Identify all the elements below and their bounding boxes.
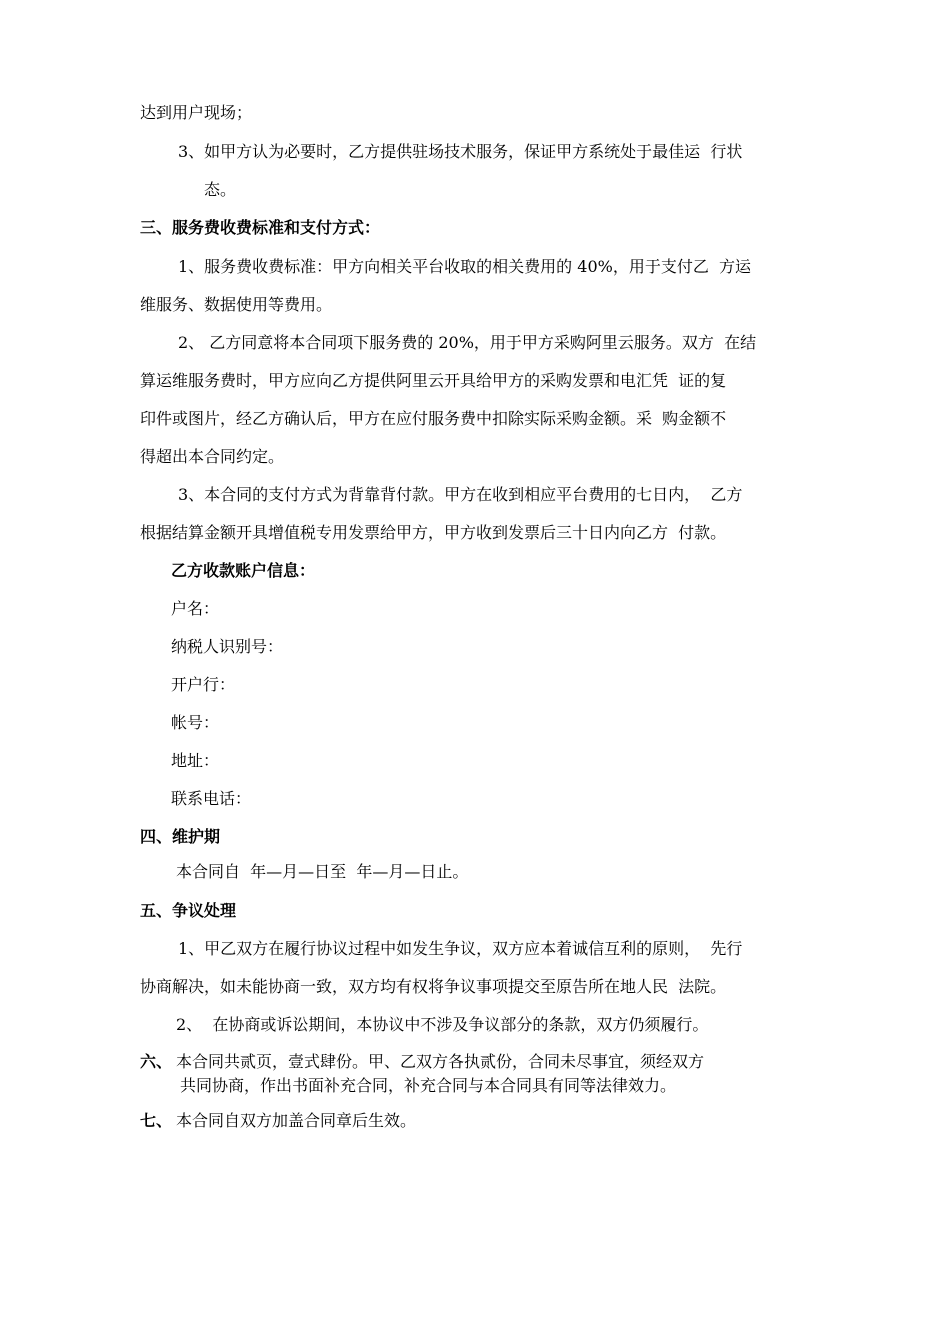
account-number-label: 帐号： — [171, 713, 220, 732]
section3-item1-line1: 1、服务费收费标准：甲方向相关平台收取的相关费用的 40%，用于支付乙 方运 — [178, 257, 752, 276]
section3-item2-line4: 得超出本合同约定。 — [140, 447, 285, 466]
section3-item2-line2: 算运维服务费时，甲方应向乙方提供阿里云开具给甲方的采购发票和电汇凭 证的复 — [140, 371, 727, 390]
section5-item2: 2、 在协商或诉讼期间，本协议中不涉及争议部分的条款，双方仍须履行。 — [176, 1015, 709, 1034]
section3-item1-line2: 维服务、数据使用等费用。 — [140, 295, 333, 314]
section6-line2: 共同协商，作出书面补充合同，补充合同与本合同具有同等法律效力。 — [180, 1076, 677, 1095]
bank-label: 开户行： — [171, 675, 236, 694]
section7-label: 七、 — [140, 1111, 173, 1130]
section3-item2-line1: 2、 乙方同意将本合同项下服务费的 20%，用于甲方采购阿里云服务。双方 在结 — [178, 333, 757, 352]
section3-item2-line3: 印件或图片，经乙方确认后，甲方在应付服务费中扣除实际采购金额。采 购金额不 — [140, 409, 727, 428]
section6-label: 六、 — [140, 1052, 173, 1071]
section4-text: 本合同自 年—月—日至 年—月—日止。 — [176, 862, 469, 881]
section5-item1-line1: 1、甲乙双方在履行协议过程中如发生争议，双方应本着诚信互利的原则， 先行 — [178, 939, 743, 958]
section7-text: 本合同自双方加盖合同章后生效。 — [176, 1111, 417, 1130]
address-label: 地址： — [171, 751, 220, 770]
section3-item3-line1: 3、本合同的支付方式为背靠背付款。甲方在收到相应平台费用的七日内， 乙方 — [178, 485, 743, 504]
section2-item3-line1: 3、如甲方认为必要时，乙方提供驻场技术服务，保证甲方系统处于最佳运 行状 — [178, 142, 743, 161]
section5-heading: 五、争议处理 — [140, 901, 237, 920]
phone-label: 联系电话： — [171, 789, 252, 808]
section3-item3-line2: 根据结算金额开具增值税专用发票给甲方，甲方收到发票后三十日内向乙方 付款。 — [140, 523, 727, 542]
section2-item3-line2: 态。 — [204, 180, 237, 199]
section4-heading: 四、维护期 — [140, 827, 221, 846]
account-info-heading: 乙方收款账户信息： — [171, 561, 316, 580]
section5-item1-line2: 协商解决，如未能协商一致，双方均有权将争议事项提交至原告所在地人民 法院。 — [140, 977, 727, 996]
section3-heading: 三、服务费收费标准和支付方式： — [140, 218, 381, 237]
section2-tail-line: 达到用户现场； — [140, 103, 253, 122]
tax-id-label: 纳税人识别号： — [171, 637, 284, 656]
account-name-label: 户名： — [171, 599, 220, 618]
section6-line1: 本合同共贰页，壹式肆份。甲、乙双方各执贰份，合同未尽事宜，须经双方 — [176, 1052, 705, 1071]
